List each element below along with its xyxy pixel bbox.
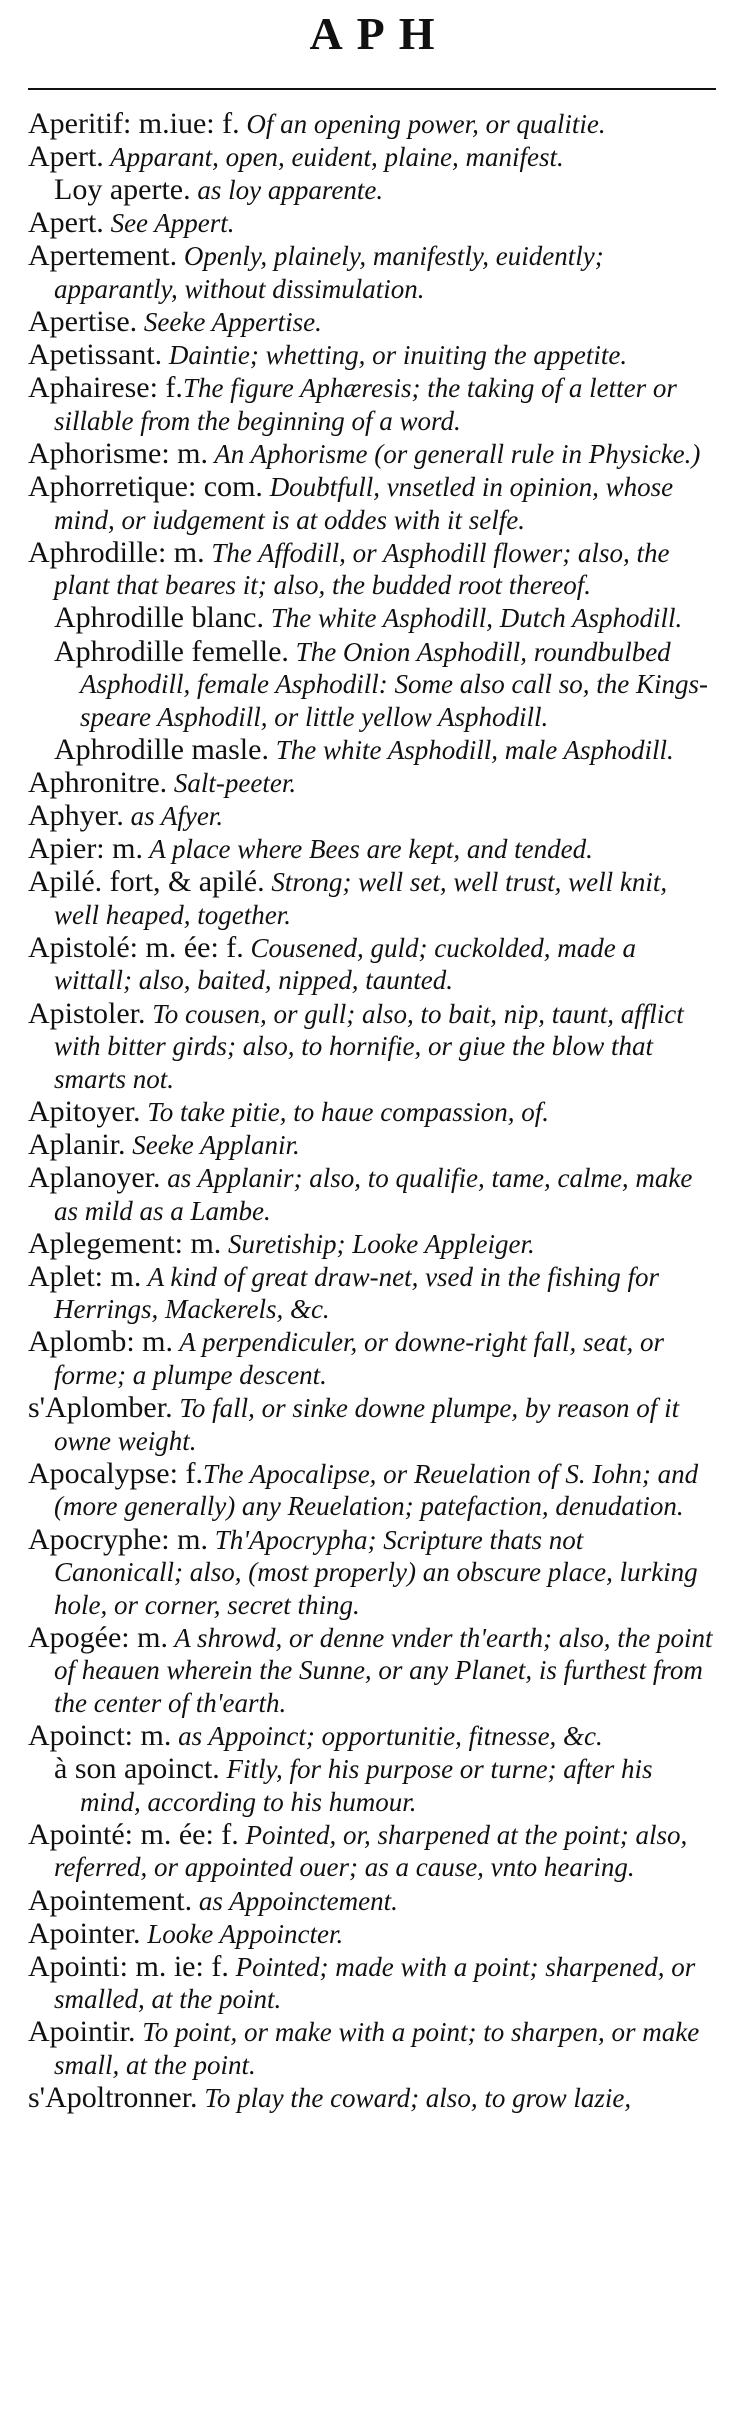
- dictionary-entry: [28, 833, 716, 866]
- dictionary-entry: [28, 1096, 716, 1129]
- entry-headword: à son apoinct.: [54, 1752, 220, 1786]
- entry-headword: Apogée: m.: [28, 1620, 168, 1654]
- entry-definition: Seeke Appertise.: [137, 307, 322, 338]
- entry-headword: Apilé. fort, & apilé.: [28, 865, 265, 899]
- entry-definition: The Apocalipse, or Reuelation of S. Iohn; and (more generally) any Reuelation; patefaction, denudation.: [54, 1458, 699, 1522]
- entry-definition: Suretiship; Looke Appleiger.: [221, 1228, 535, 1259]
- dictionary-entry: [28, 339, 716, 372]
- entry-definition: Th'Apocrypha; Scripture thats not Canonicall; also, (most properly) an obscure place, lurking hole, or corner, secret thing.: [54, 1524, 698, 1620]
- entry-definition: Daintie; whetting, or inuiting the appetite.: [162, 340, 628, 371]
- entry-headword: Aphrodille masle.: [54, 732, 269, 766]
- dictionary-entry: [28, 1162, 716, 1227]
- entry-headword: Aperitif: m.iue: f.: [28, 107, 240, 140]
- entry-headword: Aplanoyer.: [28, 1161, 161, 1194]
- entry-headword: Apointer.: [28, 1916, 141, 1950]
- entry-headword: Apert.: [28, 206, 104, 240]
- entry-headword: Aplegement: m.: [28, 1226, 222, 1260]
- entry-definition: To fall, or sinke downe plumpe, by reason of it owne weight.: [54, 1393, 680, 1456]
- dictionary-entry: [28, 2082, 716, 2115]
- dictionary-entry: [28, 767, 716, 800]
- entry-headword: Apertise.: [28, 305, 138, 339]
- entry-headword: Aplomb: m.: [28, 1325, 174, 1359]
- dictionary-entry: [28, 800, 716, 833]
- entry-headword: Aphrodille blanc.: [54, 601, 264, 635]
- entry-definition: To take pitie, to haue compassion, of.: [140, 1096, 549, 1127]
- entry-headword: Aphyer.: [28, 798, 124, 832]
- entry-definition: The figure Aphæresis; the taking of a letter or sillable from the beginning of a word.: [54, 373, 677, 436]
- dictionary-entry: [28, 207, 716, 240]
- entry-headword: Apocryphe: m.: [28, 1522, 208, 1556]
- entry-headword: Aphorisme: m.: [28, 436, 208, 470]
- dictionary-entry: [28, 1622, 716, 1720]
- entry-headword: s'Apoltronner.: [28, 2081, 198, 2115]
- dictionary-entry: [28, 1720, 716, 1753]
- entry-definition: as Applanir; also, to qualifie, tame, calme, make as mild as a Lambe.: [54, 1163, 693, 1226]
- entry-definition: as Appoinctement.: [192, 1885, 398, 1916]
- entry-definition: Looke Appoincter.: [140, 1918, 344, 1949]
- entry-headword: Aphrodille femelle.: [54, 634, 289, 668]
- entry-definition: A kind of great draw-net, vsed in the fishing for Herrings, Mackerels, &c.: [54, 1261, 660, 1325]
- entry-headword: Apointement.: [28, 1883, 193, 1917]
- dictionary-entry: [28, 1918, 716, 1951]
- entry-definition: To play the coward; also, to grow lazie,: [197, 2083, 632, 2114]
- entry-definition: Openly, plainely, manifestly, euidently; apparantly, without dissimulation.: [54, 241, 604, 304]
- entry-headword: Aphorretique: com.: [28, 470, 263, 504]
- entry-headword: Apistolé: m. ée: f.: [28, 930, 244, 964]
- entry-definition: as loy apparente.: [190, 175, 384, 206]
- dictionary-entry: [28, 636, 716, 734]
- dictionary-entry: [28, 734, 716, 767]
- entry-headword: Aphronitre.: [28, 765, 168, 799]
- entry-definition: as Afyer.: [123, 800, 224, 831]
- entry-headword: Apitoyer.: [28, 1094, 141, 1128]
- entry-definition: An Aphorisme (or generall rule in Physicke.): [208, 438, 701, 469]
- entry-headword: Apistoler.: [28, 996, 146, 1030]
- dictionary-entry: [28, 141, 716, 174]
- entry-headword: Apocalypse: f.: [28, 1456, 203, 1490]
- entry-definition: Pointed, or, sharpened at the point; also, referred, or appointed ouer; as a cause, vnto hearing.: [54, 1819, 688, 1883]
- dictionary-entry: [28, 306, 716, 339]
- dictionary-entry: [28, 372, 716, 437]
- dictionary-entry: [28, 932, 716, 997]
- entry-definition: A place where Bees are kept, and tended.: [142, 834, 593, 865]
- entry-headword: Aplet: m.: [28, 1259, 142, 1293]
- entry-definition: A perpendiculer, or downe-right fall, seat, or forme; a plumpe descent.: [54, 1327, 664, 1391]
- entry-definition: Doubtfull, vnsetled in opinion, whose mind, or iudgement is at oddes with it selfe.: [54, 472, 674, 535]
- entry-definition: To cousen, or gull; also, to bait, nip, taunt, afflict with bitter girds; also, to hornifie, or giue the blow that smarts not.: [54, 998, 684, 1094]
- running-head: APH: [309, 8, 449, 59]
- dictionary-entry: [28, 1129, 716, 1162]
- entry-headword: Apertement.: [28, 239, 178, 273]
- entry-headword: s'Aplomber.: [28, 1391, 173, 1425]
- entry-definition: Fitly, for his purpose or turne; after his mind, according to his humour.: [80, 1754, 653, 1817]
- entry-definition: A shrowd, or denne vnder th'earth; also, the point of heauen wherein the Sunne, or any Planet, is furthest from the center of th'earth.: [54, 1622, 713, 1718]
- dictionary-entry: [28, 1753, 716, 1818]
- entry-headword: Apert.: [28, 140, 104, 174]
- dictionary-entry: [28, 602, 716, 635]
- dictionary-entry: [28, 1392, 716, 1457]
- dictionary-entry: [28, 866, 716, 931]
- dictionary-entry: [28, 1885, 716, 1918]
- entry-definition: Cousened, guld; cuckolded, made a wittall; also, baited, nipped, taunted.: [54, 932, 636, 996]
- dictionary-entry: [28, 537, 716, 602]
- entry-definition: The Onion Asphodill, roundbulbed Asphodill, female Asphodill: Some also call so, the Kings-speare Asphodill, or little yellow Asphodill.: [80, 636, 708, 732]
- dictionary-entry: [28, 108, 716, 141]
- entry-definition: The Affodill, or Asphodill flower; also, the plant that beares it; also, the budded root thereof.: [54, 537, 670, 601]
- entry-headword: Loy aperte.: [54, 173, 191, 207]
- dictionary-entry: [28, 998, 716, 1096]
- dictionary-entry: [28, 1261, 716, 1326]
- entry-headword: Apointir.: [28, 2015, 136, 2049]
- dictionary-entry: [28, 438, 716, 471]
- entry-headword: Aphrodille: m.: [28, 535, 205, 569]
- dictionary-entry: [28, 1524, 716, 1622]
- entry-definition: as Appoinct; opportunitie, fitnesse, &c.: [171, 1721, 603, 1752]
- dictionary-entry: [28, 1458, 716, 1523]
- entry-headword: Apointi: m. ie: f.: [28, 1949, 229, 1983]
- entry-headword: Apointé: m. ée: f.: [28, 1817, 239, 1851]
- entry-definition: To point, or make with a point; to sharpen, or make small, at the point.: [54, 2017, 700, 2081]
- entry-definition: Apparant, open, euident, plaine, manifest.: [103, 142, 564, 173]
- dictionary-entry: [28, 240, 716, 305]
- entry-definition: Seeke Applanir.: [125, 1129, 300, 1160]
- page-header: [28, 0, 716, 88]
- entry-definition: See Appert.: [103, 208, 235, 239]
- entry-headword: Apoinct: m.: [28, 1719, 172, 1753]
- entry-headword: Apier: m.: [28, 832, 143, 866]
- entry-definition: Strong; well set, well trust, well knit, well heaped, together.: [54, 867, 668, 930]
- dictionary-entry: [28, 1228, 716, 1261]
- dictionary-entry: [28, 174, 716, 207]
- entry-definition: Of an opening power, or qualitie.: [239, 109, 606, 139]
- entry-list: [28, 108, 716, 2115]
- dictionary-entry: [28, 1326, 716, 1391]
- entry-headword: Aplanir.: [28, 1127, 126, 1161]
- dictionary-entry: [28, 1819, 716, 1884]
- dictionary-entry: [28, 2016, 716, 2081]
- entry-definition: Pointed; made with a point; sharpened, or smalled, at the point.: [54, 1951, 696, 2015]
- entry-definition: The white Asphodill, Dutch Asphodill.: [263, 603, 683, 634]
- entry-definition: The white Asphodill, male Asphodill.: [268, 734, 674, 765]
- dictionary-entry: [28, 1951, 716, 2016]
- entry-headword: Aphairese: f.: [28, 371, 183, 405]
- entry-headword: Apetissant.: [28, 338, 163, 372]
- header-rule: [28, 88, 716, 90]
- dictionary-entry: [28, 471, 716, 536]
- entry-definition: Salt-peeter.: [167, 767, 297, 798]
